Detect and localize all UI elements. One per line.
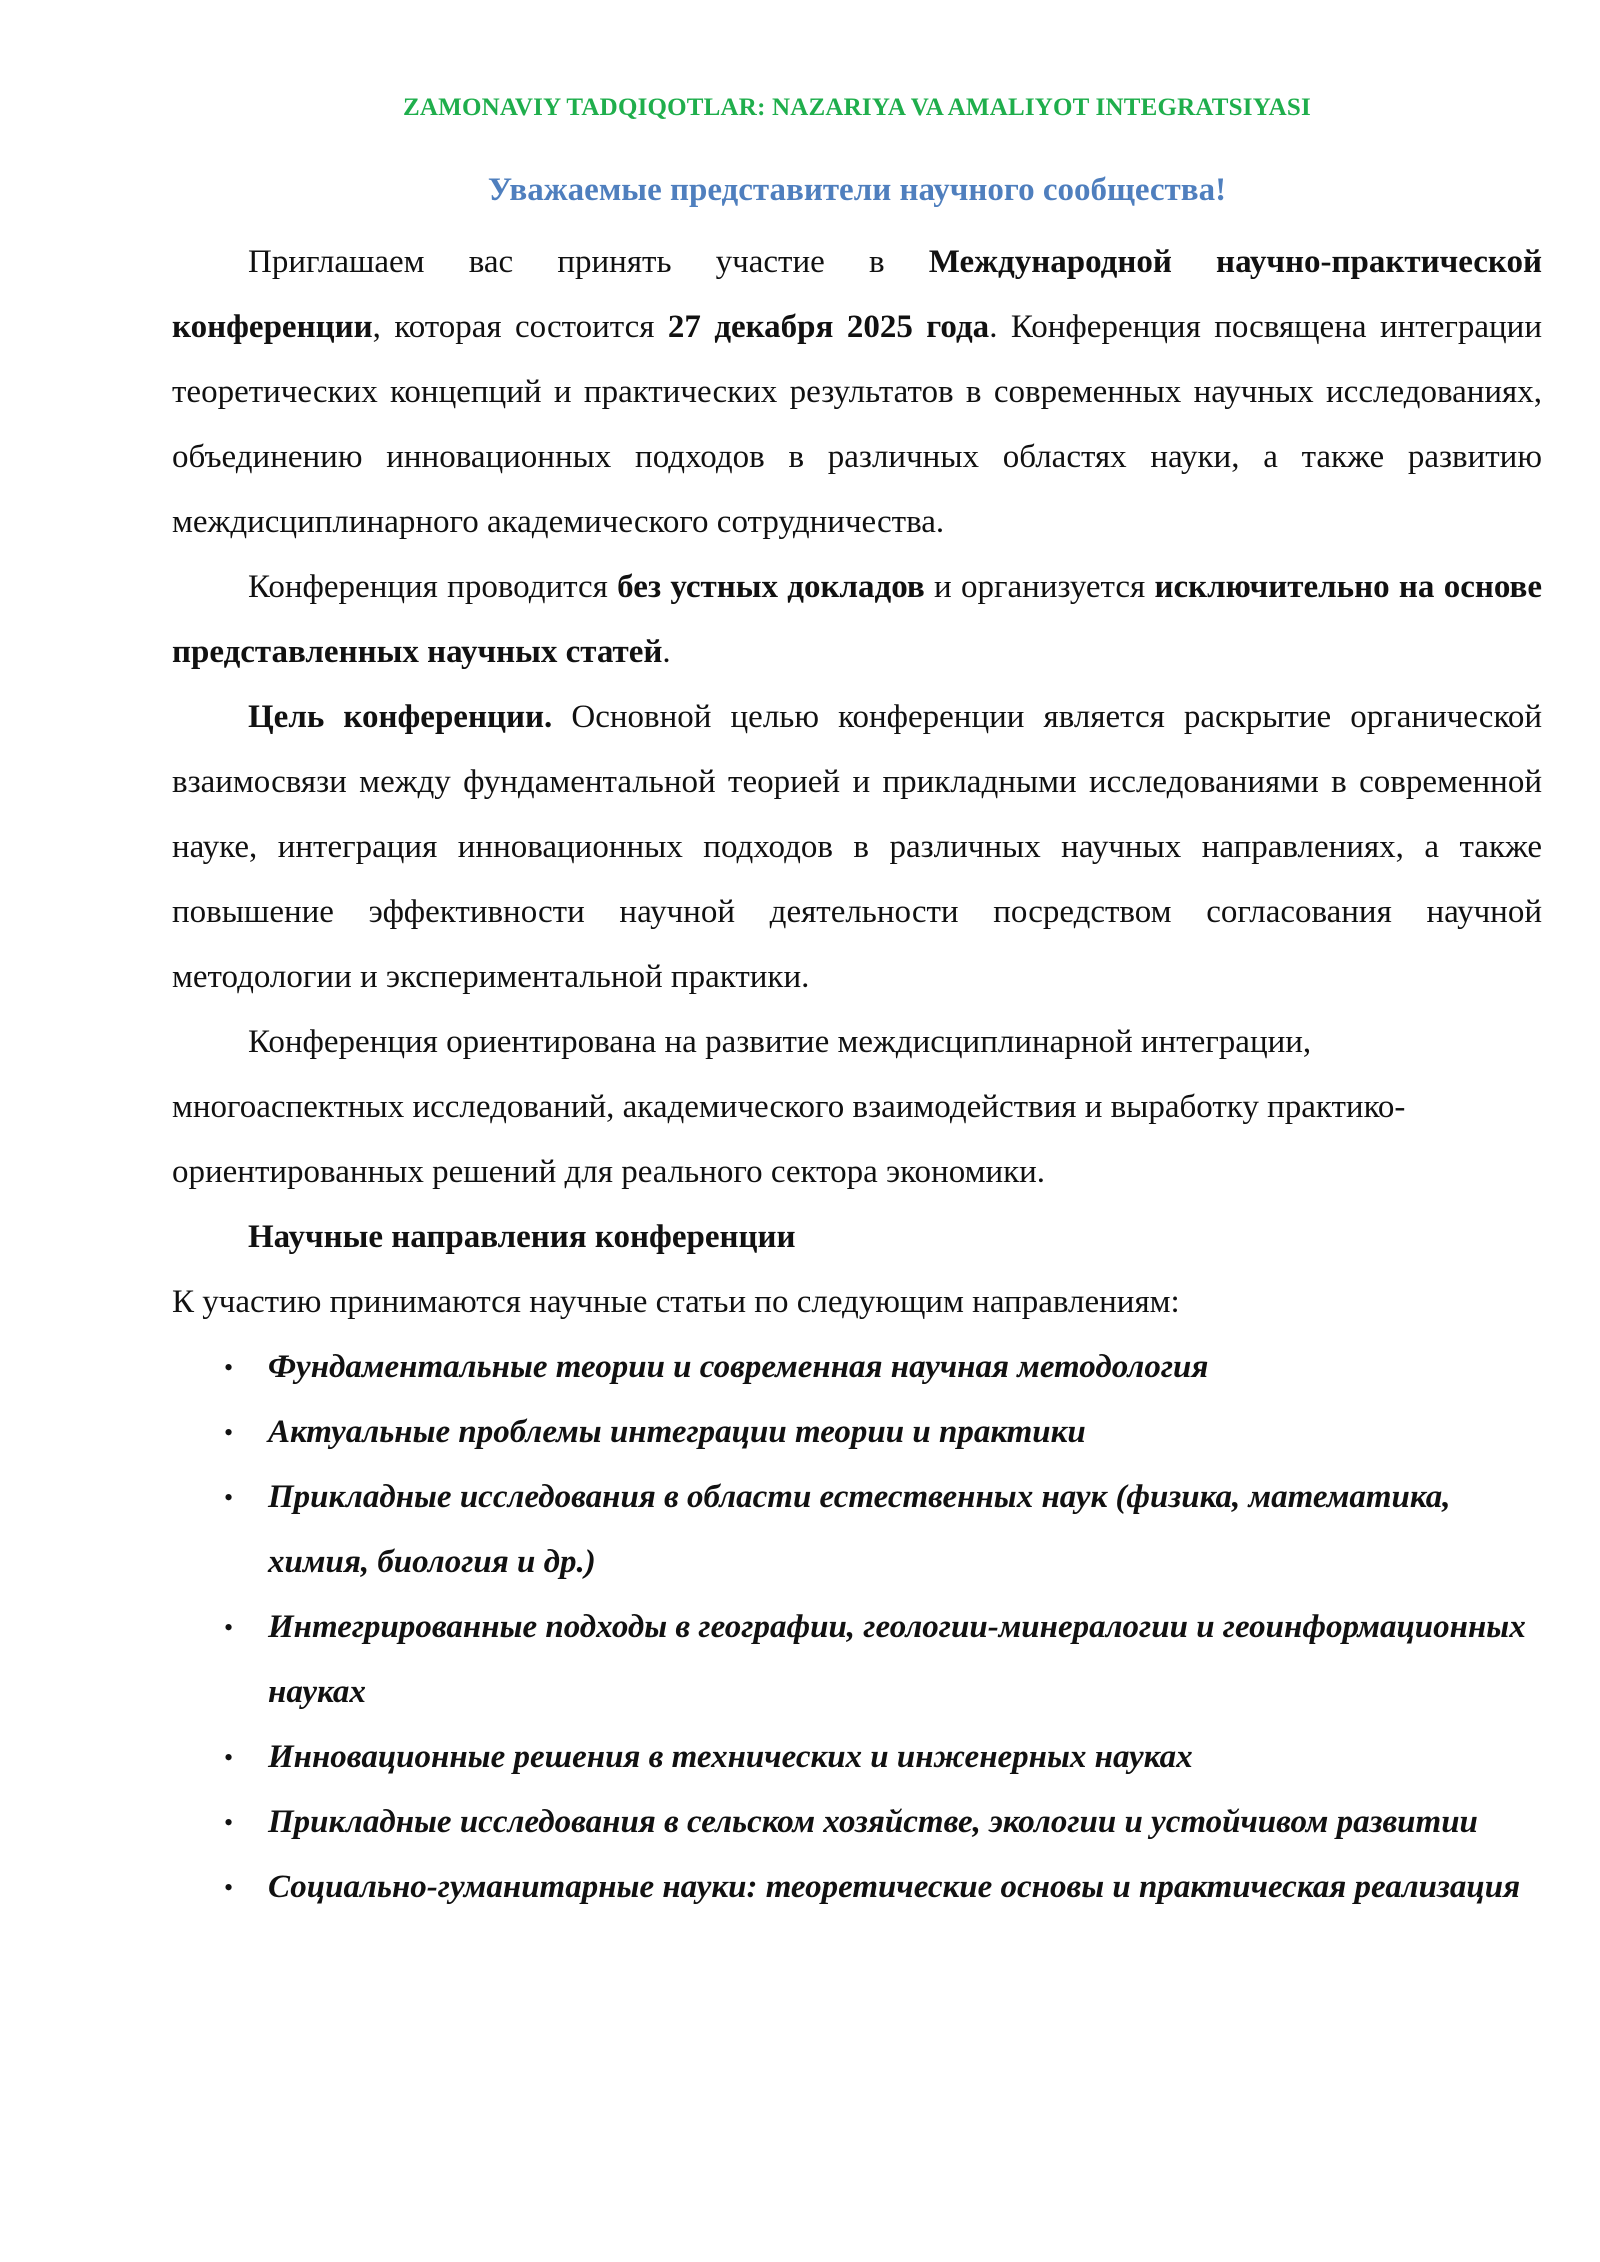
format-no-oral: без устных докладов bbox=[617, 569, 925, 605]
goal-text: Основной целью конференции является раскрытие органической взаимосвязи между фундаментальной теорией и прикладными исследованиями в современной науке, интеграция инновационных подходов в различных научных направлениях, а также повышение эффективности научной деятельности посредством согласования научной методологии и экспериментальной практики. bbox=[172, 699, 1542, 995]
intro-text-2: , которая состоится bbox=[372, 309, 668, 345]
greeting-title: Уважаемые представители научного сообщества! bbox=[487, 172, 1227, 208]
list-item bbox=[224, 1855, 1542, 1920]
intro-text-3: . Конференция посвящена интеграции теоретических концепций и практических результатов в современных научных исследованиях, объединению инновационных подходов в различных областях науки, а также развитию междисциплинарного академического сотрудничества. bbox=[172, 309, 1543, 540]
bullet-icon: • bbox=[224, 1743, 234, 1772]
format-text-2: и организуется bbox=[924, 569, 1155, 605]
bullet-icon: • bbox=[224, 1483, 234, 1512]
list-item-text: Актуальные проблемы интеграции теории и практики bbox=[268, 1414, 1086, 1450]
orientation-paragraph: Конференция ориентирована на развитие междисциплинарной интеграции, многоаспектных исследований, академического взаимодействия и выработку практико-ориентированных решений для реального сектора экономики. bbox=[172, 1024, 1406, 1190]
bullet-icon: • bbox=[224, 1873, 234, 1902]
bullet-icon: • bbox=[224, 1418, 234, 1447]
running-header: ZAMONAVIY TADQIQOTLAR: NAZARIYA VA AMALIYOT INTEGRATSIYASI bbox=[403, 94, 1311, 121]
list-item bbox=[224, 1465, 1542, 1595]
list-item bbox=[224, 1725, 1542, 1790]
format-paragraph bbox=[172, 555, 1542, 685]
format-text-1: Конференция проводится bbox=[248, 569, 618, 605]
format-articles-only: исключительно на основе представленных научных статей bbox=[172, 569, 1543, 670]
intro-date: 27 декабря 2025 года bbox=[667, 309, 990, 345]
directions-heading: Научные направления конференции bbox=[248, 1219, 796, 1255]
bullet-icon: • bbox=[224, 1353, 234, 1382]
directions-list bbox=[172, 1335, 1542, 1920]
list-item-text: Фундаментальные теории и современная научная методология bbox=[268, 1349, 1209, 1385]
goal-label: Цель конференции. bbox=[248, 699, 553, 735]
list-item-text: Инновационные решения в технических и инженерных науках bbox=[268, 1739, 1193, 1775]
intro-conference-name: Международной научно-практической конференции bbox=[172, 244, 1543, 345]
bullet-icon: • bbox=[224, 1613, 234, 1642]
goal-paragraph bbox=[172, 685, 1542, 1010]
list-item bbox=[224, 1400, 1542, 1465]
intro-text-1: Приглашаем вас принять участие в bbox=[248, 244, 929, 280]
intro-paragraph bbox=[172, 230, 1542, 555]
bullet-icon: • bbox=[224, 1808, 234, 1837]
directions-intro: К участию принимаются научные статьи по следующим направлениям: bbox=[172, 1284, 1180, 1320]
list-item-text: Прикладные исследования в сельском хозяйстве, экологии и устойчивом развитии bbox=[268, 1804, 1478, 1840]
list-item-text: Интегрированные подходы в географии, геологии-минералогии и геоинформационных науках bbox=[268, 1609, 1526, 1710]
list-item-text: Социально-гуманитарные науки: теоретические основы и практическая реализация bbox=[268, 1869, 1521, 1905]
list-item-text: Прикладные исследования в области естественных наук (физика, математика, химия, биология и др.) bbox=[268, 1479, 1451, 1580]
list-item bbox=[224, 1595, 1542, 1725]
list-item bbox=[224, 1790, 1542, 1855]
format-text-3: . bbox=[662, 634, 671, 670]
list-item bbox=[224, 1335, 1542, 1400]
